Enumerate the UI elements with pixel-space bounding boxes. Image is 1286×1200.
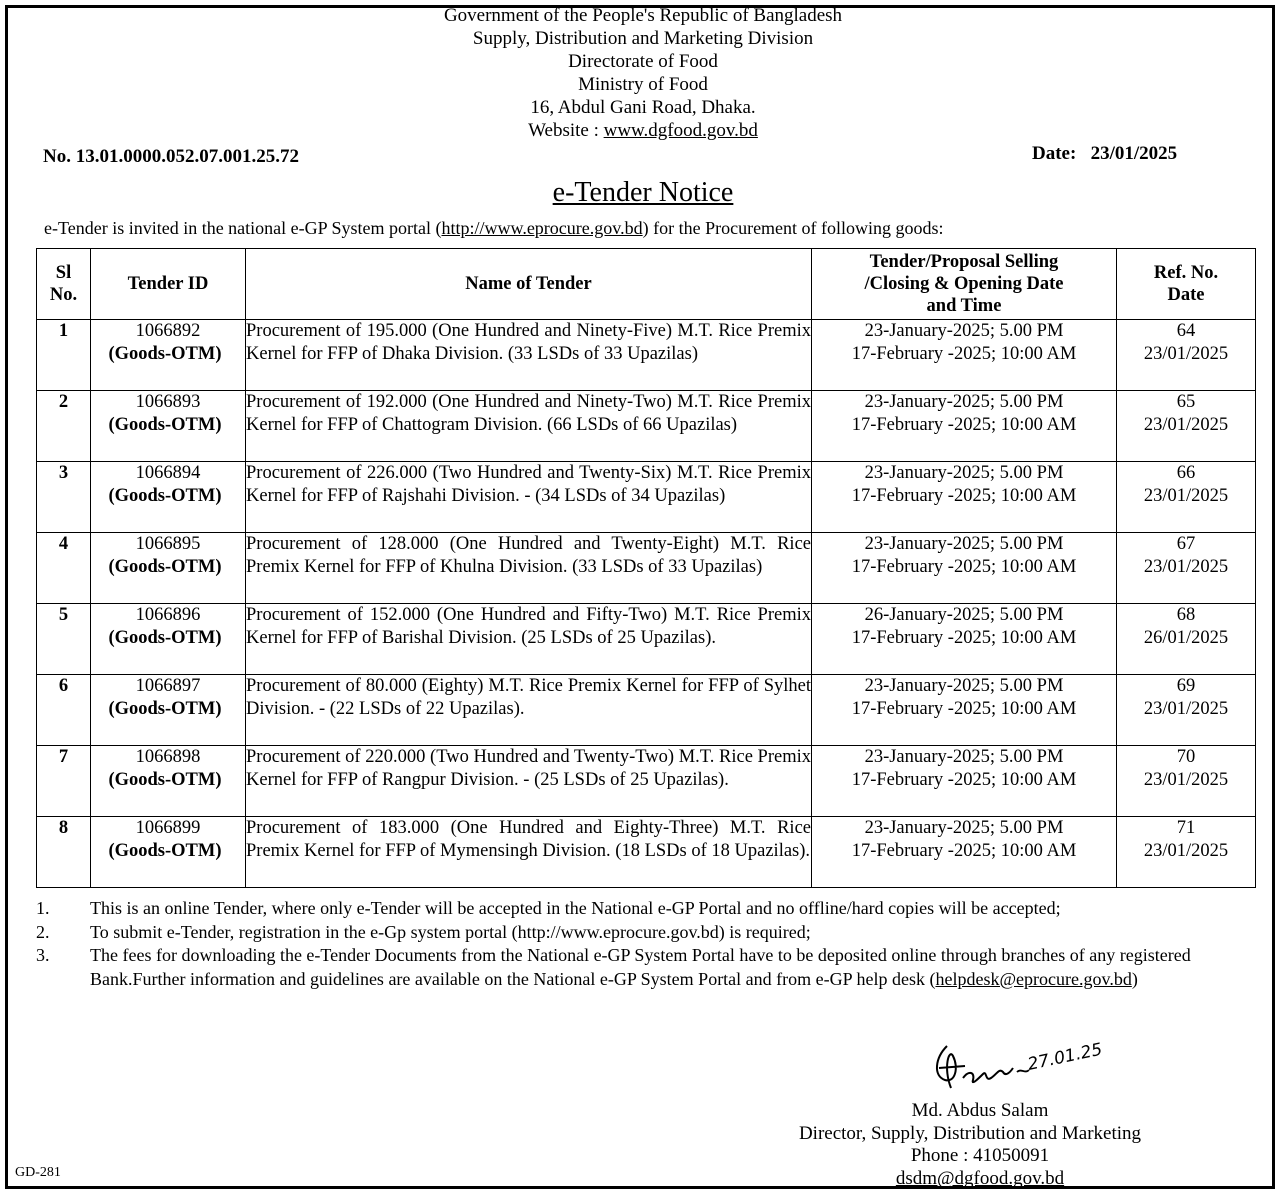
col-header-ref [1117, 249, 1256, 320]
cell-tender-id [91, 604, 246, 675]
ref-no: 67 [1176, 534, 1196, 554]
ref-no: 71 [1176, 818, 1196, 838]
ref-date: 23/01/2025 [1143, 699, 1229, 719]
notes-list [36, 897, 1266, 991]
tender-type: (Goods-OTM) [108, 628, 222, 648]
note-text-end: ) [1131, 968, 1138, 989]
cell-ref [1117, 391, 1256, 462]
cell-ref [1117, 604, 1256, 675]
letterhead [0, 4, 1286, 142]
letterhead-line: Supply, Distribution and Marketing Division [472, 28, 814, 49]
col-header-dates-line: Tender/Proposal Selling [869, 252, 1059, 272]
cell-tender-name: Procurement of 80.000 (Eighty) M.T. Rice Premix Kernel for FFP of Sylhet Division. - (22 LSDs of 22 Upazilas). [246, 675, 812, 746]
tender-id: 1066892 [135, 321, 201, 341]
note-text: The fees for downloading the e-Tender Documents from the National e-GP System Portal have to be deposited online through branches of any registered Bank.Further information and guidelines are available on the National e-GP System Portal and from e-GP help desk ( [90, 945, 1191, 989]
col-header-tender-id: Tender ID [91, 249, 246, 320]
cell-tender-id [91, 675, 246, 746]
letterhead-line: Ministry of Food [578, 74, 708, 95]
ref-date: 23/01/2025 [1143, 344, 1229, 364]
col-header-dates-line: and Time [926, 296, 1002, 316]
cell-dates [812, 462, 1117, 533]
signatory-phone: Phone : 41050091 [910, 1145, 1050, 1166]
ref-date: 23/01/2025 [1143, 841, 1229, 861]
cell-sl: 8 [37, 817, 91, 888]
note-item [36, 921, 1266, 945]
website-label: Website : [528, 120, 604, 141]
form-code: GD-281 [15, 1165, 61, 1180]
cell-tender-name: Procurement of 183.000 (One Hundred and Eighty-Three) M.T. Rice Premix Kernel for FFP of Mymensingh Division. (18 LSDs of 18 Upazilas). [246, 817, 812, 888]
cell-tender-id [91, 462, 246, 533]
table-row [37, 746, 1256, 817]
cell-ref [1117, 533, 1256, 604]
ref-date: 23/01/2025 [1143, 486, 1229, 506]
cell-tender-id [91, 746, 246, 817]
website-link[interactable]: www.dgfood.gov.bd [603, 120, 758, 141]
signatory-designation: Director, Supply, Distribution and Marketing [798, 1122, 1142, 1144]
col-header-ref-line: Ref. No. [1153, 263, 1219, 283]
ref-date: 23/01/2025 [1143, 770, 1229, 790]
ref-date: 23/01/2025 [1143, 415, 1229, 435]
ref-no: 68 [1176, 605, 1196, 625]
memo-number: No. 13.01.0000.052.07.001.25.72 [43, 146, 299, 167]
cell-dates [812, 675, 1117, 746]
cell-sl: 3 [37, 462, 91, 533]
cell-ref [1117, 462, 1256, 533]
cell-ref [1117, 320, 1256, 391]
closing-date: 17-February -2025; 10:00 AM [851, 415, 1077, 435]
tender-table [36, 248, 1256, 888]
cell-sl: 7 [37, 746, 91, 817]
tender-id: 1066894 [135, 463, 201, 483]
cell-tender-name: Procurement of 192.000 (One Hundred and Ninety-Two) M.T. Rice Premix Kernel for FFP of Chattogram Division. (66 LSDs of 66 Upazilas) [246, 391, 812, 462]
cell-sl: 5 [37, 604, 91, 675]
selling-date: 23-January-2025; 5.00 PM [864, 392, 1064, 412]
intro-before: e-Tender is invited in the national e-GP System portal ( [44, 218, 442, 238]
cell-tender-id [91, 817, 246, 888]
table-row [37, 817, 1256, 888]
note-item [36, 944, 1266, 991]
selling-date: 23-January-2025; 5.00 PM [864, 676, 1064, 696]
letterhead-line: Government of the People's Republic of Bangladesh [443, 5, 843, 26]
tender-type: (Goods-OTM) [108, 344, 222, 364]
tender-id: 1066895 [135, 534, 201, 554]
signature-block [700, 1100, 1240, 1190]
table-row [37, 533, 1256, 604]
cell-tender-name: Procurement of 195.000 (One Hundred and Ninety-Five) M.T. Rice Premix Kernel for FFP of Dhaka Division. (33 LSDs of 33 Upazilas) [246, 320, 812, 391]
note-number: 2. [36, 921, 50, 942]
selling-date: 23-January-2025; 5.00 PM [864, 534, 1064, 554]
signatory-name: Md. Abdus Salam [911, 1100, 1049, 1121]
table-row [37, 675, 1256, 746]
cell-ref [1117, 746, 1256, 817]
cell-tender-name: Procurement of 152.000 (One Hundred and Fifty-Two) M.T. Rice Premix Kernel for FFP of Barishal Division. (25 LSDs of 25 Upazilas). [246, 604, 812, 675]
closing-date: 17-February -2025; 10:00 AM [851, 628, 1077, 648]
tender-type: (Goods-OTM) [108, 770, 222, 790]
closing-date: 17-February -2025; 10:00 AM [851, 344, 1077, 364]
ref-no: 66 [1176, 463, 1196, 483]
tender-id: 1066896 [135, 605, 201, 625]
note-item [36, 897, 1266, 921]
col-header-sl-line: No. [49, 285, 78, 305]
cell-tender-id [91, 320, 246, 391]
ref-no: 70 [1176, 747, 1196, 767]
date-label: Date: [1032, 143, 1077, 164]
cell-sl: 6 [37, 675, 91, 746]
cell-sl: 1 [37, 320, 91, 391]
tender-type: (Goods-OTM) [108, 486, 222, 506]
col-header-name: Name of Tender [246, 249, 812, 320]
date-value: 23/01/2025 [1090, 143, 1178, 164]
closing-date: 17-February -2025; 10:00 AM [851, 770, 1077, 790]
closing-date: 17-February -2025; 10:00 AM [851, 841, 1077, 861]
ref-no: 64 [1176, 321, 1196, 341]
tender-id: 1066899 [135, 818, 201, 838]
table-row [37, 320, 1256, 391]
intro-text [44, 218, 944, 239]
note-number: 3. [36, 945, 50, 965]
ref-date: 23/01/2025 [1143, 557, 1229, 577]
cell-sl: 4 [37, 533, 91, 604]
selling-date: 23-January-2025; 5.00 PM [864, 818, 1064, 838]
col-header-ref-line: Date [1167, 285, 1205, 305]
col-header-dates [812, 249, 1117, 320]
helpdesk-email-link[interactable]: helpdesk@eprocure.gov.bd [935, 968, 1132, 989]
letterhead-line: Directorate of Food [568, 51, 718, 72]
cell-ref [1117, 675, 1256, 746]
closing-date: 17-February -2025; 10:00 AM [851, 557, 1077, 577]
signatory-email-link[interactable]: dsdm@dgfood.gov.bd [895, 1167, 1065, 1189]
tender-id: 1066893 [135, 392, 201, 412]
cell-tender-name: Procurement of 220.000 (Two Hundred and Twenty-Two) M.T. Rice Premix Kernel for FFP of Rangpur Division. - (25 LSDs of 25 Upazilas). [246, 746, 812, 817]
page-title-text: e-Tender Notice [552, 177, 734, 208]
cell-dates [812, 391, 1117, 462]
cell-dates [812, 604, 1117, 675]
note-text: To submit e-Tender, registration in the e-Gp system portal (http://www.eprocure.gov.bd) is required; [90, 921, 811, 942]
page-title [0, 177, 1286, 209]
portal-link[interactable]: http://www.eprocure.gov.bd [441, 218, 643, 238]
note-text: This is an online Tender, where only e-Tender will be accepted in the National e-GP Portal and no offline/hard copies will be accepted; [90, 898, 1061, 918]
handwritten-signature [925, 1028, 1115, 1098]
table-row [37, 604, 1256, 675]
cell-tender-name: Procurement of 128.000 (One Hundred and Twenty-Eight) M.T. Rice Premix Kernel for FFP of Khulna Division. (33 LSDs of 33 Upazilas) [246, 533, 812, 604]
tender-id: 1066897 [135, 676, 201, 696]
ref-date: 26/01/2025 [1143, 628, 1229, 648]
svg-text:27.01.25: 27.01.25 [1025, 1039, 1105, 1075]
cell-ref [1117, 817, 1256, 888]
tender-type: (Goods-OTM) [108, 699, 222, 719]
tender-id: 1066898 [135, 747, 201, 767]
selling-date: 23-January-2025; 5.00 PM [864, 463, 1064, 483]
memo-date [1032, 143, 1177, 165]
cell-sl: 2 [37, 391, 91, 462]
cell-dates [812, 817, 1117, 888]
closing-date: 17-February -2025; 10:00 AM [851, 486, 1077, 506]
ref-no: 65 [1176, 392, 1196, 412]
col-header-sl [37, 249, 91, 320]
cell-tender-id [91, 391, 246, 462]
table-row [37, 391, 1256, 462]
selling-date: 26-January-2025; 5.00 PM [864, 605, 1064, 625]
table-row [37, 462, 1256, 533]
table-header-row [37, 249, 1256, 320]
selling-date: 23-January-2025; 5.00 PM [864, 747, 1064, 767]
cell-tender-name: Procurement of 226.000 (Two Hundred and Twenty-Six) M.T. Rice Premix Kernel for FFP of Rajshahi Division. - (34 LSDs of 34 Upazilas) [246, 462, 812, 533]
closing-date: 17-February -2025; 10:00 AM [851, 699, 1077, 719]
website-line [0, 119, 1286, 142]
col-header-dates-line: /Closing & Opening Date [864, 274, 1064, 294]
cell-dates [812, 320, 1117, 391]
letterhead-line: 16, Abdul Gani Road, Dhaka. [530, 97, 756, 118]
tender-type: (Goods-OTM) [108, 415, 222, 435]
cell-dates [812, 533, 1117, 604]
cell-dates [812, 746, 1117, 817]
tender-type: (Goods-OTM) [108, 841, 222, 861]
ref-no: 69 [1176, 676, 1196, 696]
selling-date: 23-January-2025; 5.00 PM [864, 321, 1064, 341]
intro-after: ) for the Procurement of following goods: [642, 218, 944, 238]
note-number: 1. [36, 898, 50, 918]
cell-tender-id [91, 533, 246, 604]
col-header-sl-line: Sl [55, 263, 72, 283]
tender-type: (Goods-OTM) [108, 557, 222, 577]
